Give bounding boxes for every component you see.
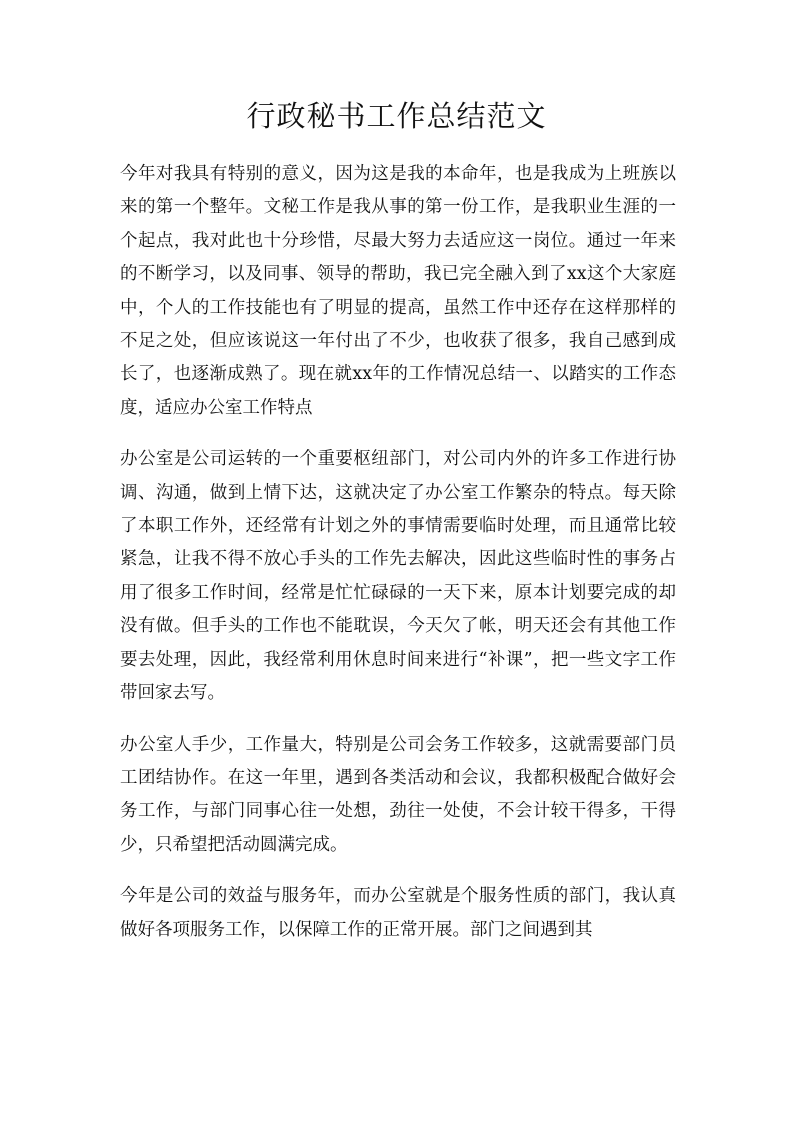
paragraph-2: 办公室是公司运转的一个重要枢纽部门，对公司内外的许多工作进行协调、沟通，做到上情下达，这就决定了办公室工作繁杂的特点。每天除了本职工作外，还经常有计划之外的事情需要临时处理，而且通常比较紧急，让我不得不放心手头的工作先去解决，因此这些临时性的事务占用了很多工作时间，经常是忙忙碌碌的一天下来，原本计划要完成的却没有做。但手头的工作也不能耽误，今天欠了帐，明天还会有其他工作要去处理，因此，我经常利用休息时间来进行“补课”，把一些文字工作带回家去写。 bbox=[120, 449, 676, 704]
document-title: 行政秘书工作总结范文 bbox=[246, 99, 547, 133]
paragraph-3: 办公室人手少，工作量大，特别是公司会务工作较多，这就需要部门员工团结协作。在这一年里，遇到各类活动和会议，我都积极配合做好会务工作，与部门同事心往一处想，劲往一处使，不会计较干得多，干得少，只希望把活动圆满完成。 bbox=[120, 734, 676, 855]
document-body bbox=[120, 158, 676, 965]
paragraph-1: 今年对我具有特别的意义，因为这是我的本命年，也是我成为上班族以来的第一个整年。文秘工作是我从事的第一份工作，是我职业生涯的一个起点，我对此也十分珍惜，尽最大努力去适应这一岗位。通过一年来的不断学习，以及同事、领导的帮助，我已完全融入到了xx这个大家庭中，个人的工作技能也有了明显的提高，虽然工作中还存在这样那样的不足之处，但应该说这一年付出了不少，也收获了很多，我自己感到成长了，也逐渐成熟了。现在就xx年的工作情况总结一、以踏实的工作态度，适应办公室工作特点 bbox=[120, 164, 676, 418]
paragraph-4: 今年是公司的效益与服务年，而办公室就是个服务性质的部门，我认真做好各项服务工作，以保障工作的正常开展。部门之间遇到其 bbox=[120, 886, 676, 940]
